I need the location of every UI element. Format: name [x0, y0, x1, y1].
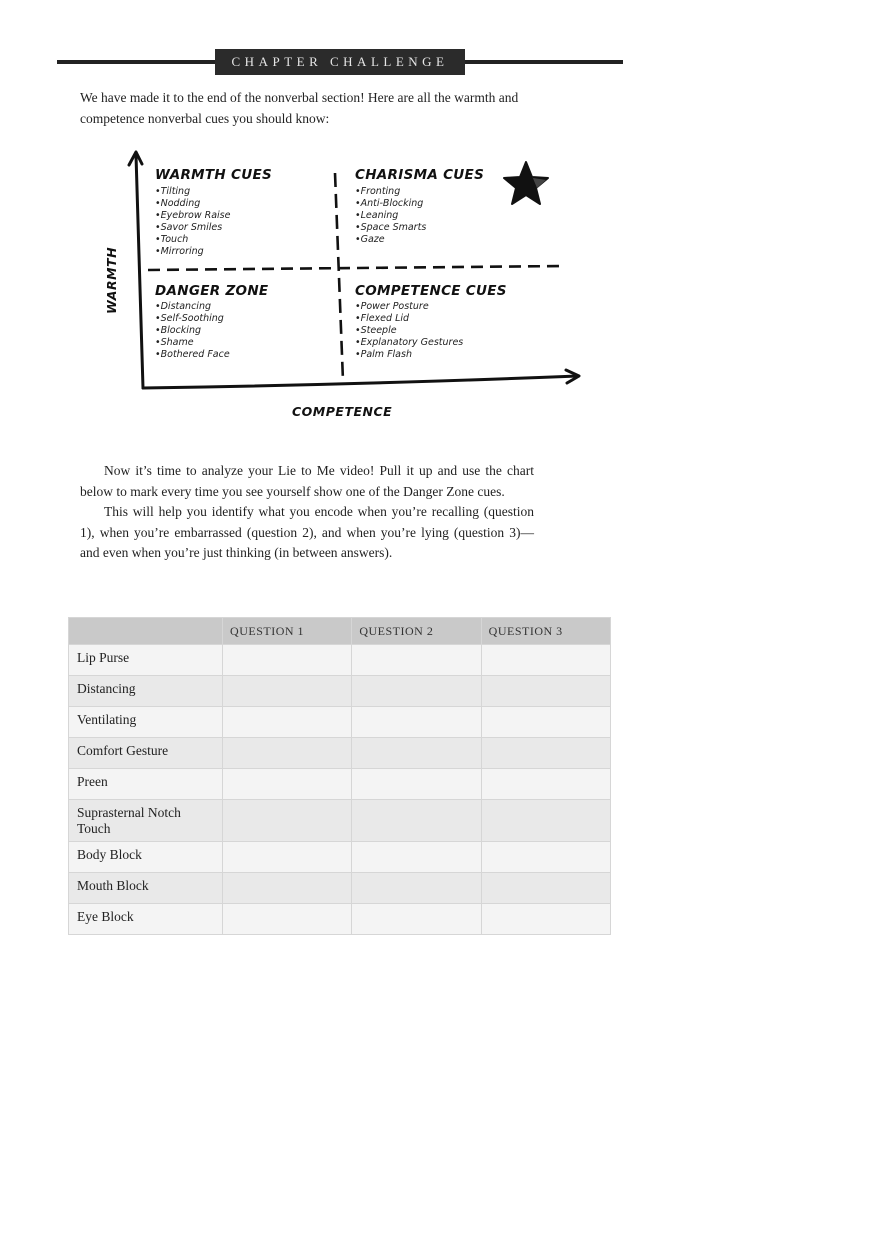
x-axis-label: COMPETENCE — [292, 404, 393, 419]
intro-paragraph: We have made it to the end of the nonverbal section! Here are all the warmth and competence nonverbal cues you should know: — [80, 90, 519, 126]
table-row — [69, 904, 611, 935]
quadrant-title-danger: DANGER ZONE — [155, 283, 269, 299]
table-cell[interactable] — [352, 769, 481, 800]
table-cell[interactable] — [481, 800, 610, 842]
list-item: • Nodding — [155, 198, 230, 210]
table-cell[interactable] — [352, 873, 481, 904]
table-cell[interactable] — [223, 904, 352, 935]
list-item: • Distancing — [155, 301, 230, 313]
x-axis-line — [143, 376, 578, 388]
table-cell[interactable] — [223, 676, 352, 707]
table-cell[interactable] — [352, 738, 481, 769]
table-cell[interactable] — [352, 645, 481, 676]
quadrant-title-warmth: WARMTH CUES — [155, 167, 273, 183]
table-cell[interactable] — [481, 738, 610, 769]
table-row — [69, 769, 611, 800]
list-item: • Shame — [155, 337, 230, 349]
table-row — [69, 707, 611, 738]
chapter-banner-title: CHAPTER CHALLENGE — [231, 54, 449, 69]
list-item: • Touch — [155, 234, 230, 246]
quadrant-title-charisma: CHARISMA CUES — [355, 167, 485, 183]
list-item: • Power Posture — [355, 301, 463, 313]
list-item: • Bothered Face — [155, 349, 230, 361]
quadrant-list-warmth — [155, 186, 230, 258]
table-cell[interactable] — [223, 873, 352, 904]
table-header-row — [69, 618, 611, 645]
list-item: • Palm Flash — [355, 349, 463, 361]
table-row — [69, 645, 611, 676]
row-label: Distancing — [69, 676, 223, 707]
list-item: • Self-Soothing — [155, 313, 230, 325]
row-label: Ventilating — [69, 707, 223, 738]
list-item: • Gaze — [355, 234, 426, 246]
list-item: • Eyebrow Raise — [155, 210, 230, 222]
list-item: • Leaning — [355, 210, 426, 222]
table-cell[interactable] — [223, 645, 352, 676]
table-cell[interactable] — [352, 904, 481, 935]
table-cell[interactable] — [481, 873, 610, 904]
row-label: Eye Block — [69, 904, 223, 935]
horizontal-divider — [148, 266, 565, 270]
star-icon — [504, 162, 548, 204]
list-item: • Steeple — [355, 325, 463, 337]
table-header-question-2: QUESTION 2 — [352, 618, 481, 645]
list-item: • Explanatory Gestures — [355, 337, 463, 349]
table-cell[interactable] — [352, 842, 481, 873]
row-label: Suprasternal Notch Touch — [69, 800, 223, 842]
table-cell[interactable] — [223, 800, 352, 842]
row-label: Preen — [69, 769, 223, 800]
table-row — [69, 738, 611, 769]
paragraph-text: Now it’s time to analyze your Lie to Me video! Pull it up and use the chart below to mark every time you see yourself show one of the Danger Zone cues. — [80, 463, 534, 499]
warmth-competence-chart — [100, 145, 590, 430]
table-row — [69, 800, 611, 842]
table-cell[interactable] — [352, 707, 481, 738]
instruction-paragraph-1 — [80, 461, 534, 502]
list-item: • Savor Smiles — [155, 222, 230, 234]
table-cell[interactable] — [481, 842, 610, 873]
instruction-paragraph-2 — [80, 502, 534, 564]
table-cell[interactable] — [352, 676, 481, 707]
table-cell[interactable] — [223, 769, 352, 800]
danger-zone-tracking-table — [68, 617, 611, 935]
chapter-banner — [215, 49, 465, 75]
quadrant-list-danger — [155, 301, 230, 361]
table-cell[interactable] — [223, 707, 352, 738]
table-cell[interactable] — [223, 842, 352, 873]
list-item: • Anti-Blocking — [355, 198, 426, 210]
list-item: • Tilting — [155, 186, 230, 198]
list-item: • Mirroring — [155, 246, 230, 258]
table-header-question-1: QUESTION 1 — [223, 618, 352, 645]
list-item: • Fronting — [355, 186, 426, 198]
table-row — [69, 676, 611, 707]
table-cell[interactable] — [481, 645, 610, 676]
table-header-question-3: QUESTION 3 — [481, 618, 610, 645]
row-label: Comfort Gesture — [69, 738, 223, 769]
row-label: Lip Purse — [69, 645, 223, 676]
table-cell[interactable] — [223, 738, 352, 769]
quadrant-list-charisma — [355, 186, 426, 246]
vertical-divider — [335, 173, 343, 381]
list-item: • Blocking — [155, 325, 230, 337]
table-cell[interactable] — [481, 904, 610, 935]
quadrant-list-competence — [355, 301, 463, 361]
row-label: Body Block — [69, 842, 223, 873]
table-row — [69, 842, 611, 873]
table-cell[interactable] — [481, 769, 610, 800]
y-axis-label: WARMTH — [104, 246, 120, 315]
paragraph-text: This will help you identify what you encode when you’re recalling (question 1), when you’re embarrassed (question 2), and when you’re lying (question 3)—and even when you’re just thinking (in between answers). — [80, 504, 534, 560]
table-row — [69, 873, 611, 904]
list-item: • Flexed Lid — [355, 313, 463, 325]
table-cell[interactable] — [352, 800, 481, 842]
y-axis-line — [136, 155, 143, 388]
table-cell[interactable] — [481, 676, 610, 707]
list-item: • Space Smarts — [355, 222, 426, 234]
table-cell[interactable] — [481, 707, 610, 738]
quadrant-title-competence: COMPETENCE CUES — [355, 283, 507, 299]
table-header-cell — [69, 618, 223, 645]
row-label: Mouth Block — [69, 873, 223, 904]
